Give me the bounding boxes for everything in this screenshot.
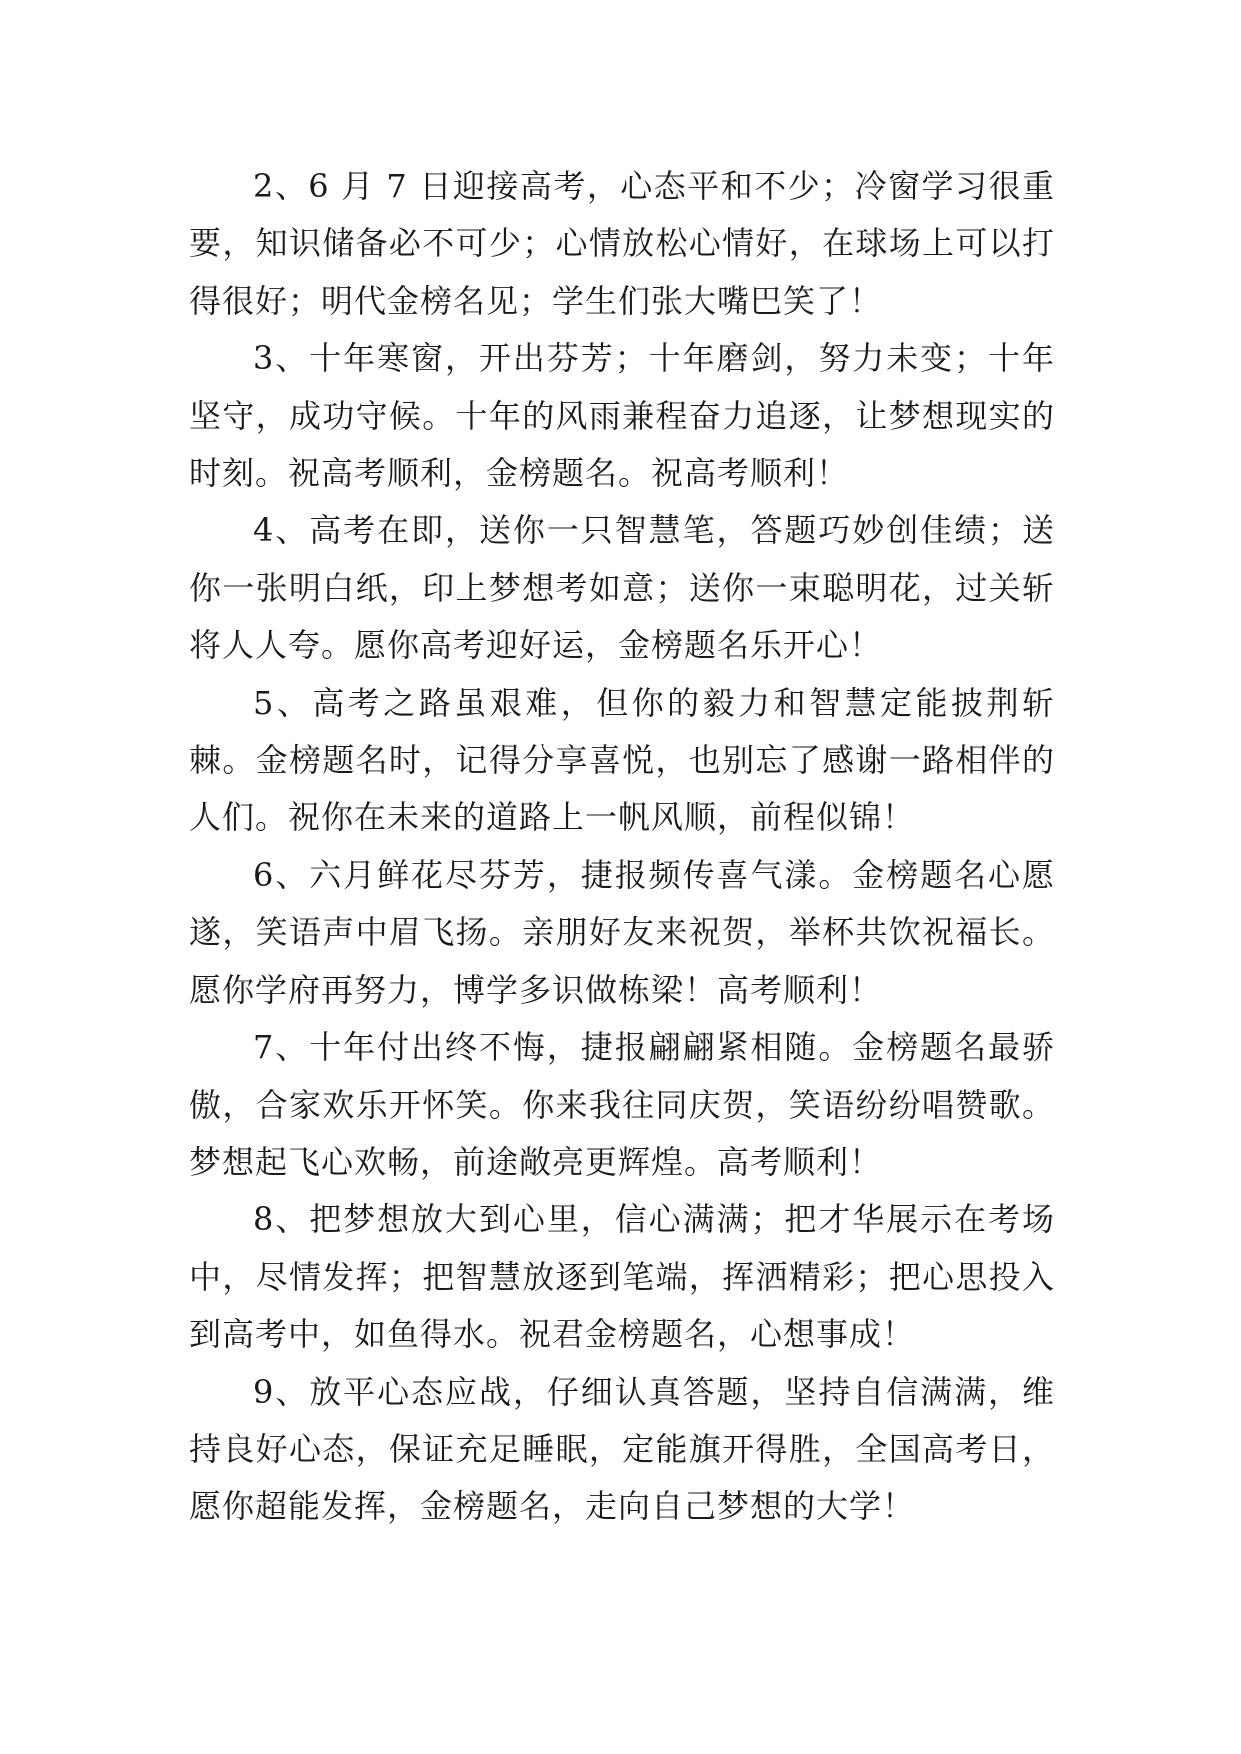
paragraph-2: 2、6 月 7 日迎接高考，心态平和不少；冷窗学习很重要，知识储备必不可少；心情放松心情好，在球场上可以打得很好；明代金榜名见；学生们张大嘴巴笑了！	[189, 167, 1055, 320]
paragraph-4: 4、高考在即，送你一只智慧笔，答题巧妙创佳绩；送你一张明白纸，印上梦想考如意；送你一束聪明花，过关斩将人人夸。愿你高考迎好运，金榜题名乐开心！	[189, 511, 1055, 665]
paragraph-7: 7、十年付出终不悔，捷报翩翩紧相随。金榜题名最骄傲，合家欢乐开怀笑。你来我往同庆贺，笑语纷纷唱赞歌。梦想起飞心欢畅，前途敞亮更辉煌。高考顺利！	[189, 1028, 1055, 1181]
paragraph-8: 8、把梦想放大到心里，信心满满；把才华展示在考场中，尽情发挥；把智慧放逐到笔端，挥洒精彩；把心思投入到高考中，如鱼得水。祝君金榜题名，心想事成！	[189, 1200, 1055, 1354]
paragraph-5: 5、高考之路虽艰难，但你的毅力和智慧定能披荆斩棘。金榜题名时，记得分享喜悦，也别忘了感谢一路相伴的人们。祝你在未来的道路上一帆风顺，前程似锦！	[189, 683, 1055, 837]
document-body	[189, 158, 1055, 1536]
paragraph-9: 9、放平心态应战，仔细认真答题，坚持自信满满，维持良好心态，保证充足睡眠，定能旗开得胜，全国高考日，愿你超能发挥，金榜题名，走向自己梦想的大学！	[189, 1372, 1055, 1526]
paragraph-6: 6、六月鲜花尽芬芳，捷报频传喜气漾。金榜题名心愿遂，笑语声中眉飞扬。亲朋好友来祝贺，举杯共饮祝福长。愿你学府再努力，博学多识做栋梁！高考顺利！	[189, 855, 1055, 1009]
paragraph-3: 3、十年寒窗，开出芬芳；十年磨剑，努力未变；十年坚守，成功守候。十年的风雨兼程奋力追逐，让梦想现实的时刻。祝高考顺利，金榜题名。祝高考顺利！	[189, 339, 1055, 493]
